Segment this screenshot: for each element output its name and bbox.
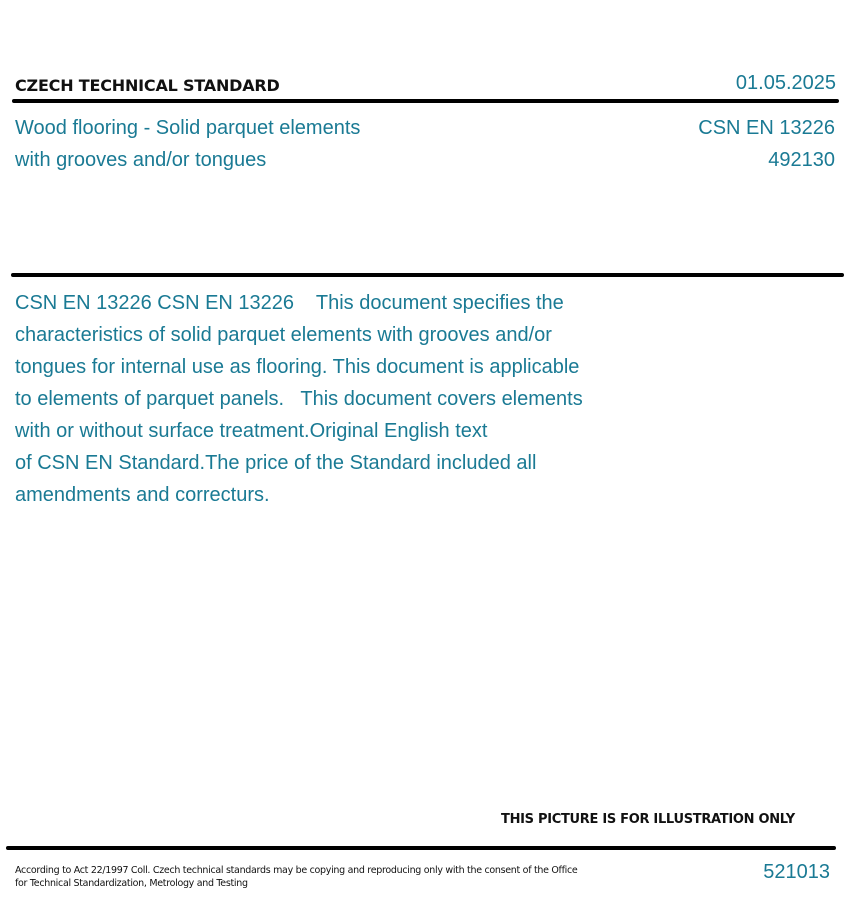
abstract-line: characteristics of solid parquet elements with grooves and/or: [15, 324, 552, 346]
abstract-line: with or without surface treatment.Original English text: [15, 420, 488, 442]
legal-notice-line: According to Act 22/1997 Coll. Czech technical standards may be copying and reproducing only with the consent of the Office: [15, 865, 578, 876]
legal-notice: [15, 864, 577, 890]
footer-divider: [6, 846, 836, 850]
class-number: 492130: [768, 149, 835, 171]
standard-identifiers: [698, 112, 835, 176]
abstract-line: amendments and correcturs.: [15, 484, 270, 506]
title-divider: [11, 273, 844, 277]
abstract-line: to elements of parquet panels. This document covers elements: [15, 388, 583, 410]
abstract-line: of CSN EN Standard.The price of the Standard included all: [15, 452, 537, 474]
abstract-text: [15, 287, 583, 511]
header-divider: [12, 99, 839, 103]
standard-title: [15, 112, 360, 176]
illustration-note: THIS PICTURE IS FOR ILLUSTRATION ONLY: [501, 812, 795, 827]
abstract-line: tongues for internal use as flooring. This document is applicable: [15, 356, 580, 378]
abstract-line: CSN EN 13226 CSN EN 13226 This document specifies the: [15, 292, 564, 314]
footer-code: 521013: [763, 861, 830, 883]
standard-title-line: Wood flooring - Solid parquet elements: [15, 117, 361, 139]
document-type-label: CZECH TECHNICAL STANDARD: [15, 76, 280, 95]
standard-code: CSN EN 13226: [698, 117, 835, 139]
legal-notice-line: for Technical Standardization, Metrology and Testing: [15, 878, 248, 889]
publication-date: 01.05.2025: [735, 72, 836, 94]
standard-title-line: with grooves and/or tongues: [15, 149, 267, 171]
